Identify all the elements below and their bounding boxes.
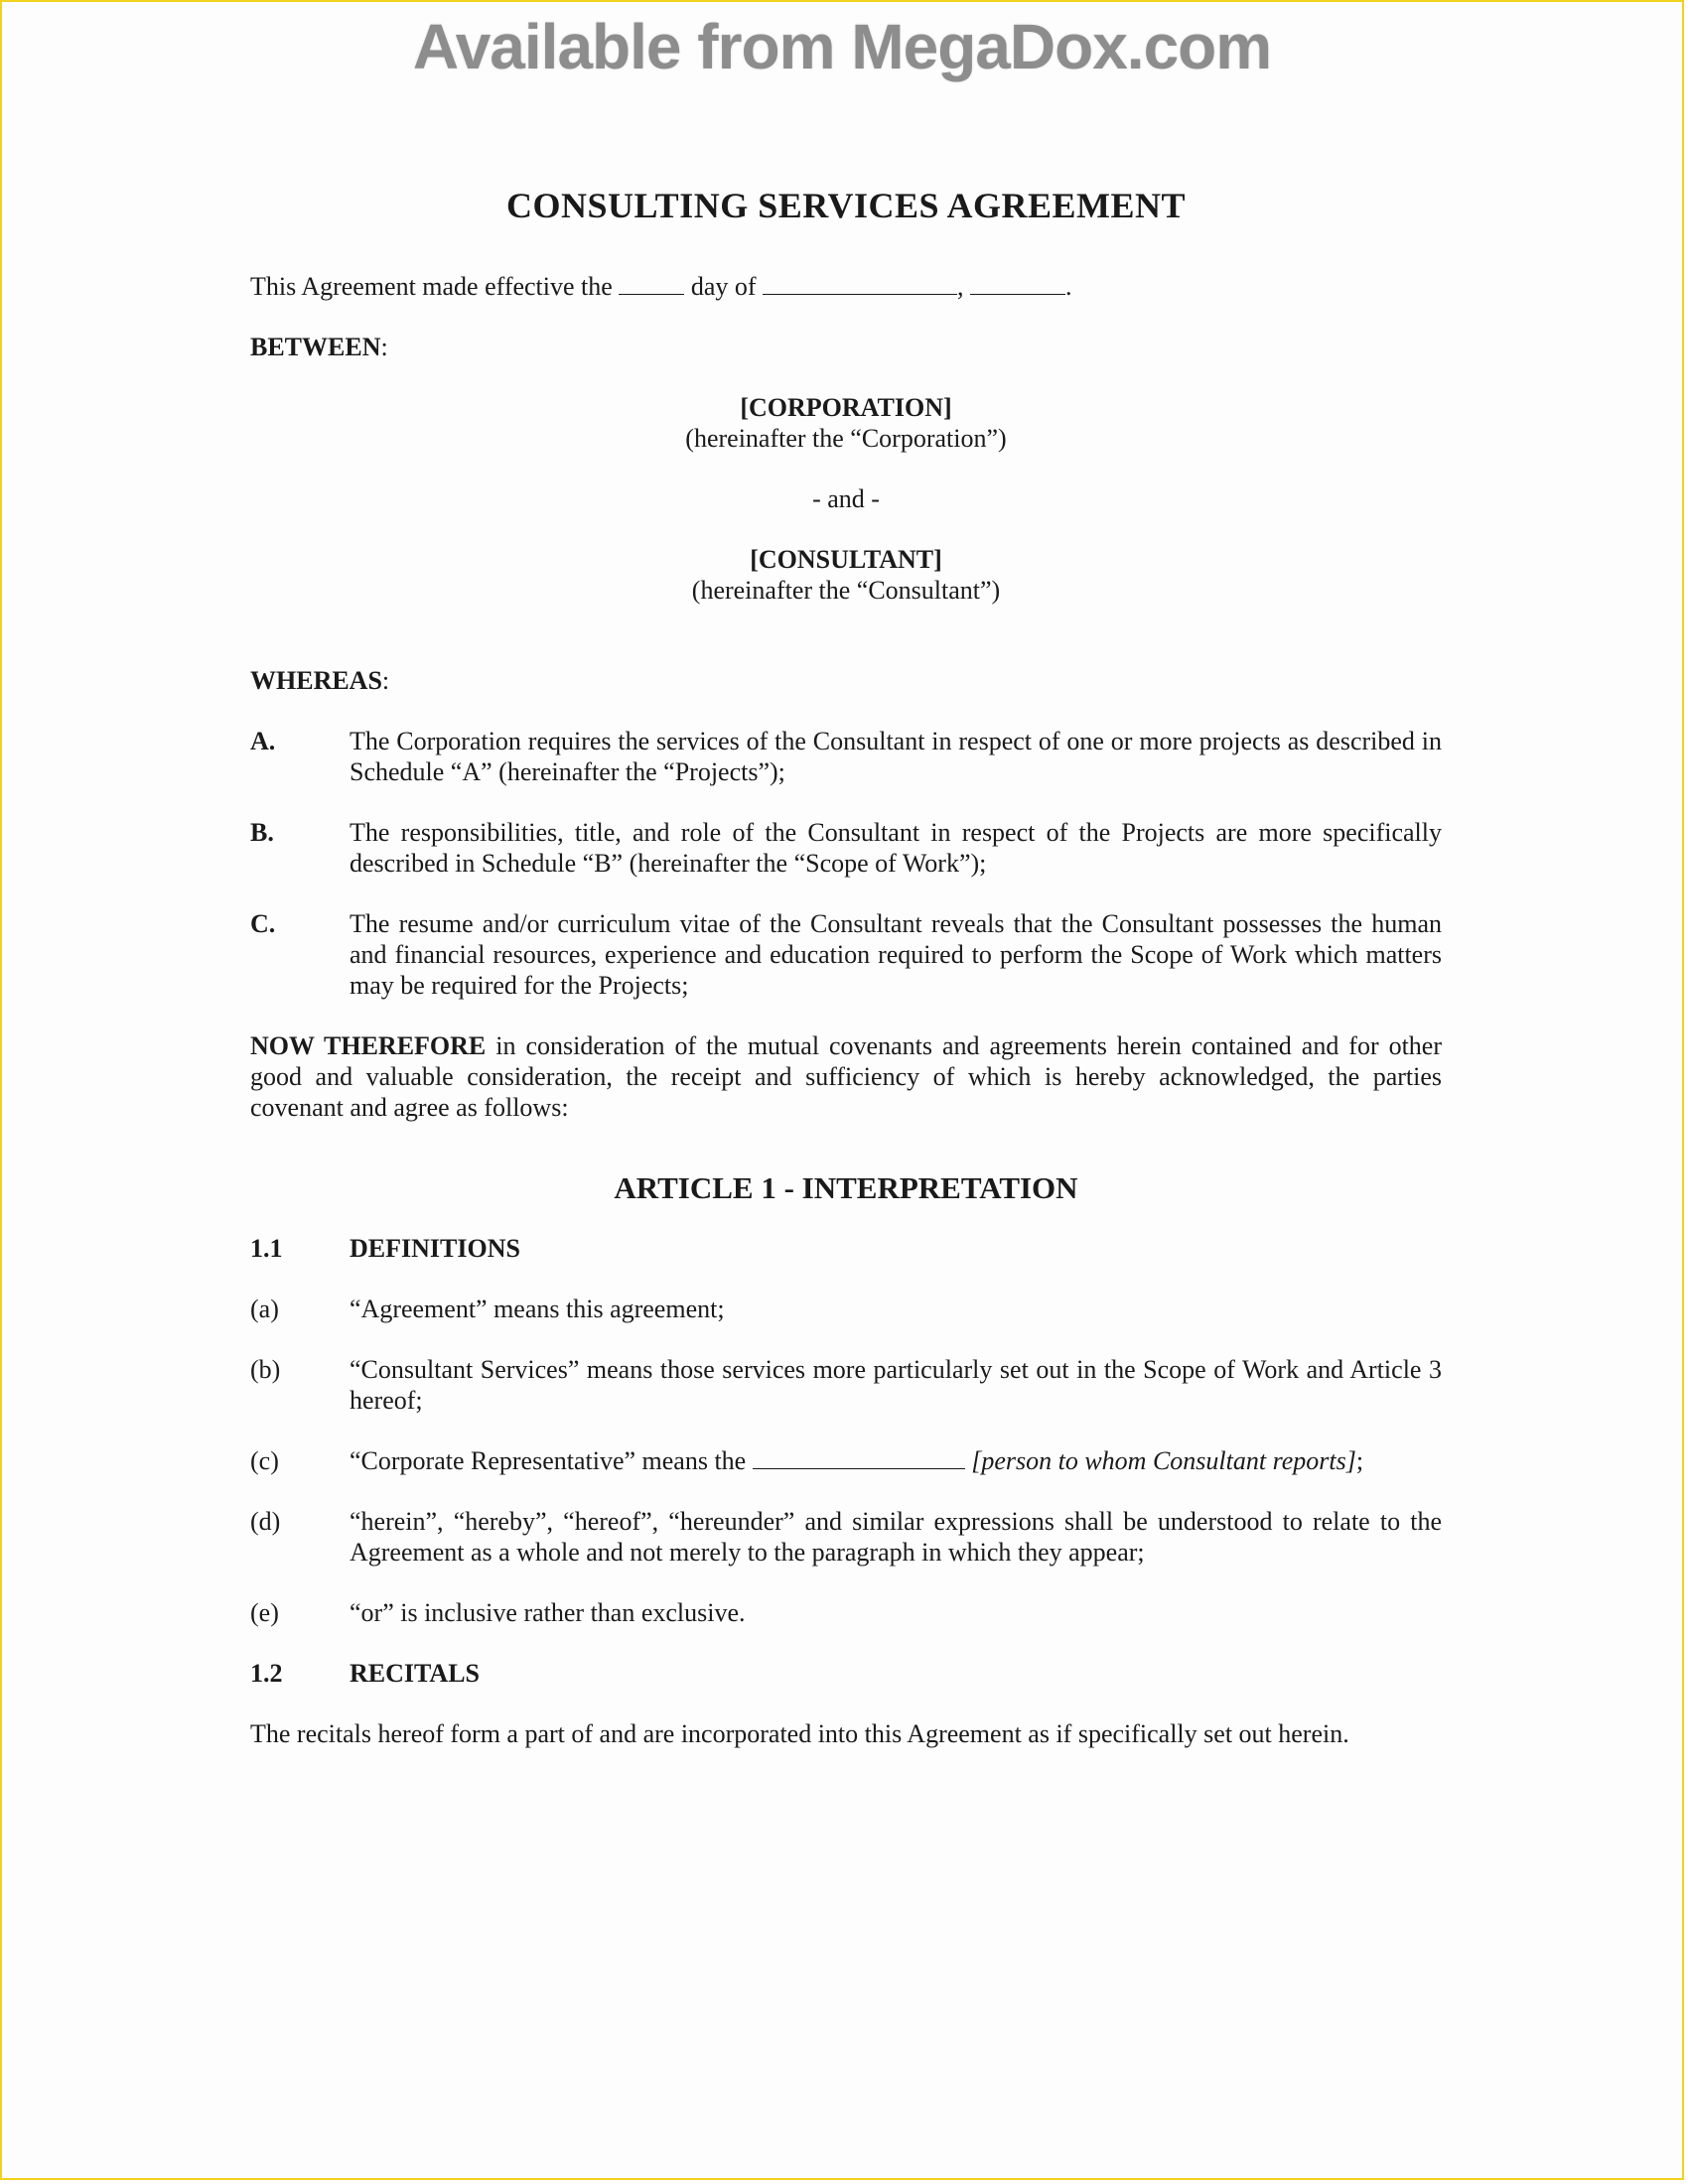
now-therefore-text: in consideration of the mutual covenants and agreements herein contained and for other good and valuable consideration, the receipt and sufficiency of which is hereby acknowledged, the parties covenant and agree as follows: (250, 1031, 1442, 1122)
definition-text: “Consultant Services” means those services more particularly set out in the Scope of Work and Article 3 hereof; (350, 1355, 1442, 1415)
consultant-alias: (hereinafter the “Consultant”) (691, 576, 1001, 605)
now-therefore-lead: NOW THEREFORE (250, 1031, 487, 1060)
corporation-name: [CORPORATION] (740, 393, 952, 422)
definition-item (250, 1597, 1442, 1628)
definition-text: “Corporate Representative” means the [person to whom Consultant reports]; (350, 1446, 1364, 1475)
definition-item (250, 1294, 1442, 1324)
party-corporation (250, 392, 1442, 454)
section-heading-recitals (250, 1658, 1442, 1689)
recital-text: The Corporation requires the services of the Consultant in respect of one or more projects as described in Schedule “A” (hereinafter the “Projects”); (350, 727, 1442, 786)
section-title: DEFINITIONS (350, 1234, 520, 1263)
recital-text: The responsibilities, title, and role of the Consultant in respect of the Projects are more specifically described in Schedule “B” (hereinafter the “Scope of Work”); (350, 818, 1442, 878)
recital-item (250, 908, 1442, 1001)
recital-label: C. (250, 909, 276, 938)
definition-label: (a) (250, 1295, 279, 1323)
recital-item (250, 817, 1442, 879)
recital-text: The resume and/or curriculum vitae of the Consultant reveals that the Consultant possesses the human and financial resources, experience and education required to perform the Scope of Work which matters may be required for the Projects; (350, 909, 1442, 1000)
definition-label: (e) (250, 1598, 279, 1627)
definition-item (250, 1506, 1442, 1568)
article-heading: ARTICLE 1 - INTERPRETATION (614, 1170, 1078, 1205)
intro-suffix: . (1065, 272, 1072, 301)
definition-label: (b) (250, 1355, 281, 1384)
month-blank (763, 272, 957, 295)
section-number: 1.1 (250, 1234, 283, 1263)
section-number: 1.2 (250, 1659, 283, 1688)
section-title: RECITALS (350, 1659, 481, 1688)
day-blank (619, 272, 684, 295)
definition-text: “or” is inclusive rather than exclusive. (350, 1598, 746, 1627)
watermark-logo: Available from MegaDox.com (412, 11, 1272, 82)
representative-blank (753, 1446, 965, 1469)
definition-item (250, 1354, 1442, 1416)
definition-label: (c) (250, 1446, 279, 1475)
now-therefore-paragraph (250, 1030, 1442, 1123)
and-separator: - and - (812, 484, 880, 513)
document-title: CONSULTING SERVICES AGREEMENT (505, 186, 1187, 225)
consultant-name: [CONSULTANT] (750, 545, 942, 574)
definition-text: “Agreement” means this agreement; (350, 1295, 725, 1323)
recital-label: A. (250, 727, 276, 755)
corner-watermark (22, 2136, 201, 2162)
section-heading-definitions (250, 1233, 1442, 1264)
year-blank (970, 272, 1065, 295)
definition-item (250, 1445, 1442, 1476)
definition-text: “herein”, “hereby”, “hereof”, “hereunder” and similar expressions shall be understood to relate to the Agreement as a whole and not merely to the paragraph in which they appear; (350, 1507, 1442, 1567)
recitals-paragraph: The recitals hereof form a part of and are incorporated into this Agreement as if specifically set out herein. (250, 1719, 1349, 1748)
recital-label: B. (250, 818, 274, 847)
definition-label: (d) (250, 1507, 281, 1536)
recital-item (250, 726, 1442, 787)
effective-date-line: This Agreement made effective the day of , . (250, 272, 1072, 301)
intro-day-word: day of (690, 272, 757, 301)
between-heading: BETWEEN: (250, 333, 388, 361)
party-consultant (250, 544, 1442, 606)
document-body (250, 186, 1442, 1749)
corporation-alias: (hereinafter the “Corporation”) (685, 424, 1007, 453)
intro-prefix: This Agreement made effective the (250, 272, 613, 301)
whereas-heading: WHEREAS: (250, 666, 390, 695)
